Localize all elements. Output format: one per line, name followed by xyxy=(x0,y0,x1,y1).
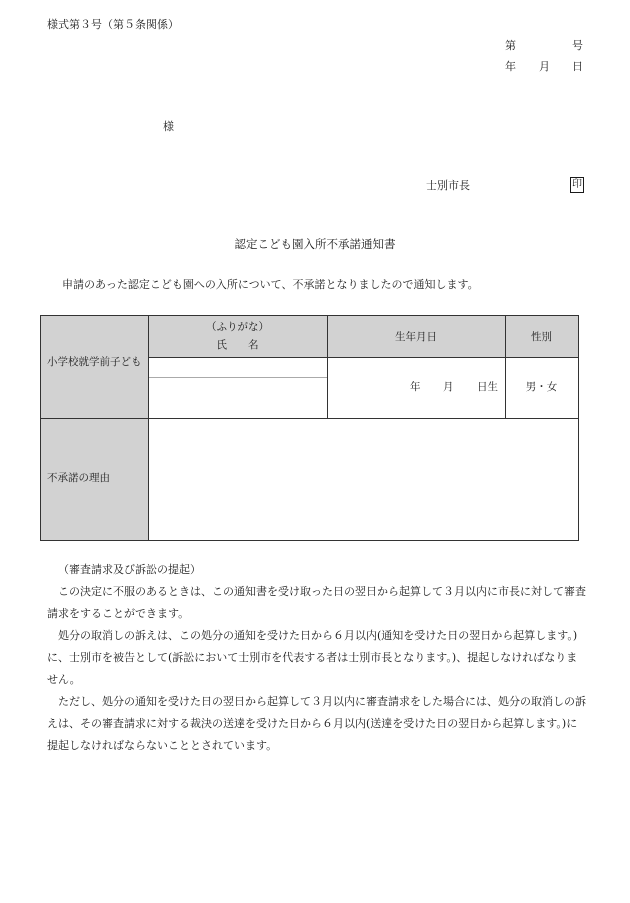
row-divider-line xyxy=(41,418,578,419)
name-label: 氏 名 xyxy=(216,339,259,351)
birth-month-label: 月 xyxy=(443,381,454,393)
document-title: 認定こども園入所不承諾通知書 xyxy=(234,237,396,251)
document-number-suffix: 号 xyxy=(572,39,583,52)
gender-label: 性別 xyxy=(531,331,552,343)
date-month-label: 月 xyxy=(539,60,550,73)
notice-paragraph-3: ただし、処分の通知を受けた日の翌日から起算して３月以内に審査請求をした場合には、処分の取消しの訴えは、その審査請求に対する裁決の送達を受けた日から６月以内(送達を受けた日の翌日から起算します。)に提起しなければならないこととされています。 xyxy=(47,695,586,752)
notice-paragraph-2: 処分の取消しの訴えは、この処分の通知を受けた日から６月以内(通知を受けた日の翌日から起算します。)に、士別市を被告として(訴訟において士別市を代表する者は士別市長となります。)、提起しなければなりません。 xyxy=(47,629,578,686)
notice-heading: （審査請求及び訴訟の提起） xyxy=(58,563,201,576)
birthdate-label: 生年月日 xyxy=(395,331,437,343)
child-label: 小学校就学前子ども xyxy=(47,356,142,368)
seal-stamp-box: 印 xyxy=(570,177,584,193)
reason-label: 不承諾の理由 xyxy=(47,472,110,484)
date-day-label: 日 xyxy=(572,60,583,73)
form-number-label: 様式第３号（第５条関係） xyxy=(47,18,179,31)
legal-notice xyxy=(47,559,587,757)
furigana-label: （ふりがな） xyxy=(206,321,269,333)
birth-day-label: 日生 xyxy=(477,381,498,393)
gender-choice: 男・女 xyxy=(525,381,558,393)
header-bottom-line xyxy=(148,357,578,358)
date-year-label: 年 xyxy=(505,60,516,73)
notice-paragraph-1: この決定に不服のあるときは、この通知書を受け取った日の翌日から起算して３月以内に市長に対して審査請求をすることができます。 xyxy=(47,585,586,620)
addressee-honorific: 様 xyxy=(163,120,174,133)
sender-name: 士別市長 xyxy=(426,179,470,192)
furigana-divider-line xyxy=(148,377,327,378)
intro-sentence: 申請のあった認定こども園への入所について、不承諾となりましたので通知します。 xyxy=(62,278,479,291)
document-number-prefix: 第 xyxy=(505,39,516,52)
applicant-table xyxy=(40,315,579,541)
birth-year-label: 年 xyxy=(410,381,421,393)
